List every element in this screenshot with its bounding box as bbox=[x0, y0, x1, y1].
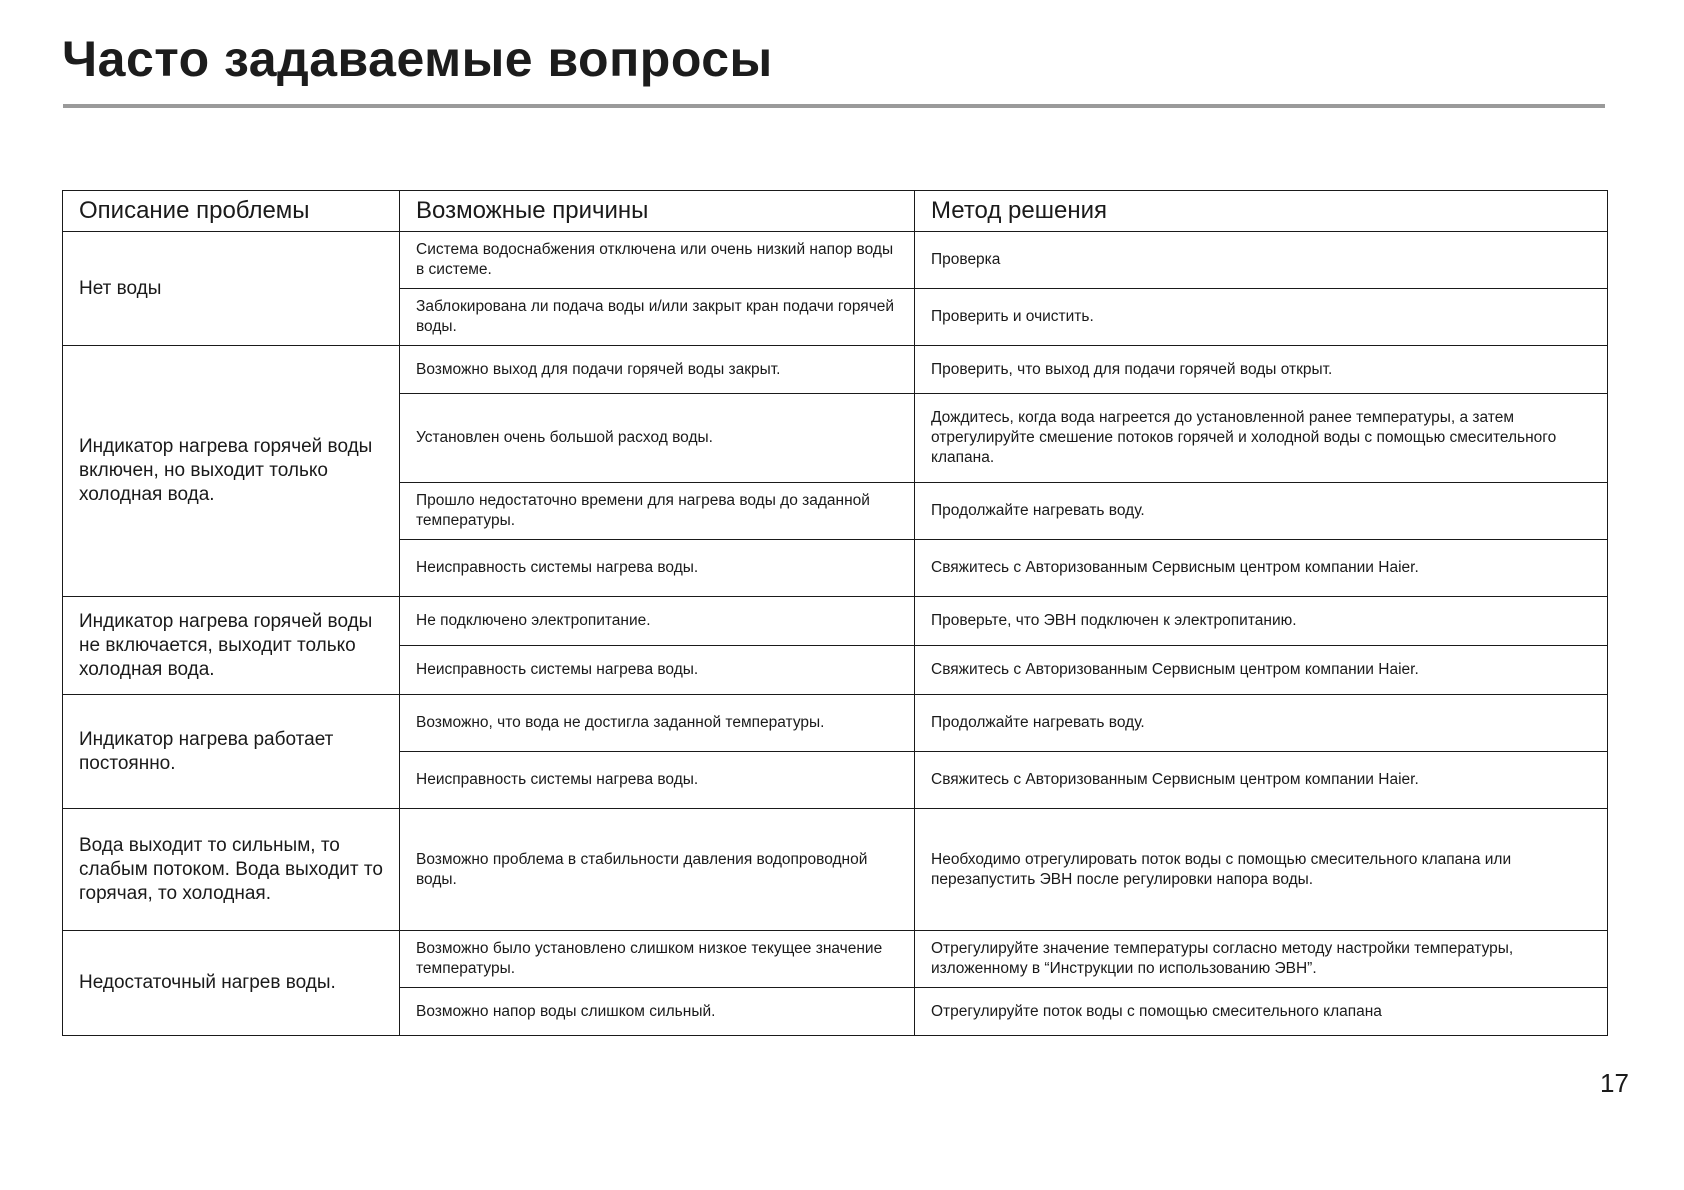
cause-cell: Возможно, что вода не достигла заданной температуры. bbox=[400, 695, 915, 752]
solution-cell: Проверка bbox=[915, 232, 1608, 289]
table-row bbox=[63, 809, 1608, 931]
cause-cell: Не подключено электропитание. bbox=[400, 597, 915, 646]
page-title: Часто задаваемые вопросы bbox=[62, 31, 773, 87]
problem-cell: Индикатор нагрева горячей воды включен, но выходит только холодная вода. bbox=[63, 346, 400, 597]
solution-cell: Дождитесь, когда вода нагреется до установленной ранее температуры, а затем отрегулируйте смешение потоков горячей и холодной воды с помощью смесительного клапана. bbox=[915, 394, 1608, 483]
problem-cell: Вода выходит то сильным, то слабым потоком. Вода выходит то горячая, то холодная. bbox=[63, 809, 400, 931]
solution-cell: Проверить и очистить. bbox=[915, 289, 1608, 346]
cause-cell: Заблокирована ли подача воды и/или закрыт кран подачи горячей воды. bbox=[400, 289, 915, 346]
problem-cell: Индикатор нагрева горячей воды не включается, выходит только холодная вода. bbox=[63, 597, 400, 695]
table-row bbox=[63, 346, 1608, 394]
solution-cell: Свяжитесь с Авторизованным Сервисным центром компании Haier. bbox=[915, 752, 1608, 809]
solution-cell: Проверить, что выход для подачи горячей воды открыт. bbox=[915, 346, 1608, 394]
table-row bbox=[63, 695, 1608, 752]
title-divider bbox=[63, 104, 1605, 108]
table-header-row bbox=[63, 191, 1608, 232]
problem-cell: Индикатор нагрева работает постоянно. bbox=[63, 695, 400, 809]
table-row bbox=[63, 232, 1608, 289]
table-row bbox=[63, 931, 1608, 988]
header-problem: Описание проблемы bbox=[63, 191, 400, 232]
problem-cell: Недостаточный нагрев воды. bbox=[63, 931, 400, 1036]
cause-cell: Возможно выход для подачи горячей воды закрыт. bbox=[400, 346, 915, 394]
cause-cell: Возможно проблема в стабильности давления водопроводной воды. bbox=[400, 809, 915, 931]
cause-cell: Неисправность системы нагрева воды. bbox=[400, 540, 915, 597]
faq-table bbox=[62, 190, 1608, 1036]
solution-cell: Свяжитесь с Авторизованным Сервисным центром компании Haier. bbox=[915, 646, 1608, 695]
solution-cell: Свяжитесь с Авторизованным Сервисным центром компании Haier. bbox=[915, 540, 1608, 597]
page-number: 17 bbox=[1600, 1068, 1629, 1098]
cause-cell: Неисправность системы нагрева воды. bbox=[400, 752, 915, 809]
cause-cell: Установлен очень большой расход воды. bbox=[400, 394, 915, 483]
cause-cell: Возможно напор воды слишком сильный. bbox=[400, 988, 915, 1036]
cause-cell: Неисправность системы нагрева воды. bbox=[400, 646, 915, 695]
cause-cell: Возможно было установлено слишком низкое текущее значение температуры. bbox=[400, 931, 915, 988]
solution-cell: Продолжайте нагревать воду. bbox=[915, 483, 1608, 540]
solution-cell: Необходимо отрегулировать поток воды с помощью смесительного клапана или перезапустить ЭВН после регулировки напора воды. bbox=[915, 809, 1608, 931]
solution-cell: Продолжайте нагревать воду. bbox=[915, 695, 1608, 752]
solution-cell: Отрегулируйте поток воды с помощью смесительного клапана bbox=[915, 988, 1608, 1036]
solution-cell: Отрегулируйте значение температуры согласно методу настройки температуры, изложенному в “Инструкции по использованию ЭВН”. bbox=[915, 931, 1608, 988]
header-solution: Метод решения bbox=[915, 191, 1608, 232]
cause-cell: Прошло недостаточно времени для нагрева воды до заданной температуры. bbox=[400, 483, 915, 540]
solution-cell: Проверьте, что ЭВН подключен к электропитанию. bbox=[915, 597, 1608, 646]
header-causes: Возможные причины bbox=[400, 191, 915, 232]
cause-cell: Система водоснабжения отключена или очень низкий напор воды в системе. bbox=[400, 232, 915, 289]
problem-cell: Нет воды bbox=[63, 232, 400, 346]
table-row bbox=[63, 597, 1608, 646]
